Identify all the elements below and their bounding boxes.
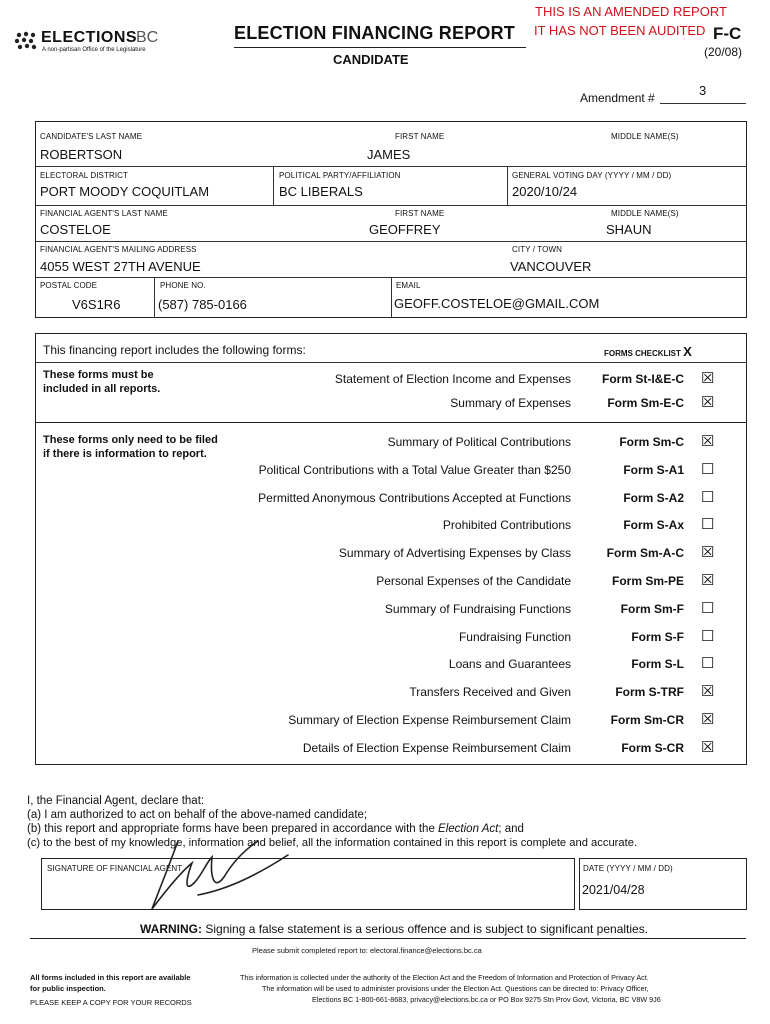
agent-last-name-field[interactable]: COSTELOE	[40, 222, 111, 237]
agent-last-name-label: FINANCIAL AGENT'S LAST NAME	[40, 209, 168, 218]
phone-field[interactable]: (587) 785-0166	[158, 297, 247, 312]
form-name: Political Contributions with a Total Value Greater than $250	[258, 462, 571, 477]
privacy-line-2: The information will be used to administer provisions under the Election Act. Questions can be directed to: Privacy Officer,	[262, 984, 649, 993]
form-name: Loans and Guarantees	[448, 657, 571, 672]
public-inspection-1: All forms included in this report are available	[30, 973, 191, 982]
form-code-label: Form S-TRF	[615, 685, 684, 700]
required-heading-1: These forms must be	[43, 369, 154, 381]
agent-first-name-label: FIRST NAME	[395, 209, 445, 218]
form-checkbox[interactable]: ☒	[701, 544, 715, 562]
submit-instructions: Please submit completed report to: electoral.finance@elections.bc.ca	[252, 946, 482, 955]
candidate-last-name-field[interactable]: ROBERTSON	[40, 147, 123, 162]
logo-text: ELECTIONS	[41, 29, 138, 46]
postal-code-label: POSTAL CODE	[40, 281, 98, 290]
declaration-line-2a: (b) this report and appropriate forms have been prepared in accordance with the	[27, 823, 439, 835]
form-name: Fundraising Function	[458, 629, 571, 644]
form-code-label: Form St-I&E-C	[602, 372, 684, 386]
logo-suffix: BC	[136, 29, 159, 46]
form-checkbox[interactable]: ☒	[701, 711, 715, 728]
declaration-line-2c: ; and	[498, 823, 524, 835]
report-subtitle: CANDIDATE	[333, 52, 409, 67]
form-checkbox[interactable]: ☒	[701, 370, 715, 387]
form-name: Summary of Election Expense Reimbursement Claim	[288, 713, 571, 727]
agent-middle-name-label: MIDDLE NAME(S)	[611, 209, 679, 218]
forms-checklist-label	[604, 344, 692, 359]
logo-mark-icon	[14, 31, 38, 51]
form-checkbox[interactable]: ☐	[701, 599, 715, 617]
declaration-line-1: (a) I am authorized to act on behalf of the above-named candidate;	[27, 809, 368, 821]
form-code-label: Form S-CR	[621, 740, 684, 755]
form-name: Transfers Received and Given	[409, 685, 571, 700]
elections-bc-logo	[14, 27, 194, 57]
forms-checklist-text: FORMS CHECKLIST	[604, 349, 681, 358]
agent-address-field[interactable]: 4055 WEST 27TH AVENUE	[40, 259, 201, 274]
form-code-label: Form S-A1	[623, 462, 684, 477]
agent-city-field[interactable]: VANCOUVER	[510, 259, 592, 274]
forms-intro: This financing report includes the following forms:	[43, 343, 306, 357]
voting-day-label: GENERAL VOTING DAY (YYYY / MM / DD)	[512, 171, 672, 180]
keep-copy-notice: PLEASE KEEP A COPY FOR YOUR RECORDS	[30, 998, 192, 1007]
form-name: Personal Expenses of the Candidate	[376, 574, 571, 588]
signature-label: SIGNATURE OF FINANCIAL AGENT	[47, 864, 183, 873]
agent-address-label: FINANCIAL AGENT'S MAILING ADDRESS	[40, 245, 197, 254]
forms-checklist-mark: X	[683, 344, 692, 359]
form-checkbox[interactable]: ☒	[701, 572, 715, 589]
declaration-line-0: I, the Financial Agent, declare that:	[27, 795, 205, 807]
form-code: F-C	[713, 24, 742, 43]
logo-subtitle: A non-partisan Office of the Legislature	[42, 47, 146, 53]
party-field[interactable]: BC LIBERALS	[279, 184, 363, 199]
privacy-line-3: Elections BC 1-800-661-8683, privacy@elections.bc.ca or PO Box 9275 Stn Prov Govt, Victoria, BC V8W 9J6	[312, 995, 661, 1004]
declaration-line-2b: Election Act	[438, 823, 499, 835]
signature-scribble-icon	[140, 833, 290, 913]
form-name: Details of Election Expense Reimbursement Claim	[302, 740, 571, 755]
declaration-line-3: (c) to the best of my knowledge, information and belief, all the information contained in this report is complete and accurate.	[27, 837, 638, 849]
form-checkbox[interactable]: ☒	[701, 683, 715, 701]
agent-city-label: CITY / TOWN	[512, 245, 562, 254]
candidate-first-name-label: FIRST NAME	[395, 132, 445, 141]
form-code-label: Form S-Ax	[623, 518, 684, 533]
postal-code-field[interactable]: V6S1R6	[72, 297, 121, 312]
date-label: DATE (YYYY / MM / DD)	[583, 864, 673, 873]
district-label: ELECTORAL DISTRICT	[40, 171, 129, 180]
warning-label: WARNING:	[140, 922, 202, 936]
form-name: Permitted Anonymous Contributions Accepted at Functions	[258, 490, 571, 505]
date-field[interactable]: 2021/04/28	[582, 883, 645, 897]
amended-notice-line1: THIS IS AN AMENDED REPORT	[535, 4, 727, 19]
form-code-label: Form Sm-CR	[610, 713, 684, 727]
agent-middle-name-field[interactable]: SHAUN	[606, 222, 652, 237]
report-title: ELECTION FINANCING REPORT	[234, 23, 516, 43]
form-checkbox[interactable]: ☐	[701, 460, 715, 478]
form-code-label: Form Sm-PE	[611, 574, 684, 588]
candidate-first-name-field[interactable]: JAMES	[367, 147, 411, 162]
form-code-label: Form S-F	[631, 629, 684, 644]
party-label: POLITICAL PARTY/AFFILIATION	[279, 171, 401, 180]
warning	[140, 922, 648, 936]
form-name: Statement of Election Income and Expenses	[334, 372, 571, 386]
warning-text: Signing a false statement is a serious offence and is subject to significant penalties.	[205, 922, 649, 936]
form-code-label: Form S-A2	[623, 490, 684, 505]
form-checkbox[interactable]: ☒	[701, 738, 715, 756]
form-checkbox[interactable]: ☐	[701, 516, 715, 534]
form-name: Summary of Advertising Expenses by Class	[338, 546, 571, 561]
amended-notice-line2: IT HAS NOT BEEN AUDITED	[534, 23, 706, 38]
form-version: (20/08)	[704, 45, 743, 59]
form-code-label: Form Sm-F	[620, 601, 684, 616]
form-name: Summary of Fundraising Functions	[384, 601, 571, 616]
form-code-label: Form S-L	[631, 657, 684, 672]
public-inspection-2: for public inspection.	[30, 984, 106, 993]
form-checkbox[interactable]: ☐	[701, 627, 715, 645]
district-field[interactable]: PORT MOODY COQUITLAM	[40, 184, 210, 199]
candidate-middle-name-label: MIDDLE NAME(S)	[611, 132, 679, 141]
form-code-label: Form Sm-C	[619, 435, 684, 449]
email-label: EMAIL	[396, 281, 421, 290]
required-heading-2: included in all reports.	[43, 383, 161, 395]
candidate-last-name-label: CANDIDATE'S LAST NAME	[40, 132, 143, 141]
email-field[interactable]: GEOFF.COSTELOE@GMAIL.COM	[394, 296, 600, 311]
agent-first-name-field[interactable]: GEOFFREY	[369, 222, 441, 237]
privacy-line-1: This information is collected under the authority of the Election Act and the Freedom of Information and Protection of Privacy Act.	[240, 973, 649, 982]
form-code-label: Form Sm-E-C	[607, 396, 684, 410]
form-checkbox[interactable]: ☐	[701, 488, 715, 506]
form-name: Prohibited Contributions	[442, 518, 571, 533]
optional-heading-1: These forms only need to be filed	[43, 434, 218, 446]
voting-day-field[interactable]: 2020/10/24	[512, 184, 578, 199]
form-checkbox[interactable]: ☒	[701, 433, 715, 450]
amendment-number[interactable]: 3	[699, 83, 707, 98]
optional-heading-2: if there is information to report.	[43, 448, 207, 460]
form-name: Summary of Expenses	[450, 396, 571, 410]
form-checkbox[interactable]: ☐	[701, 655, 715, 673]
amendment-label: Amendment #	[580, 91, 655, 105]
phone-label: PHONE NO.	[160, 281, 206, 290]
form-code-label: Form Sm-A-C	[606, 546, 684, 561]
form-name: Summary of Political Contributions	[387, 435, 571, 449]
form-checkbox[interactable]: ☒	[701, 394, 715, 411]
